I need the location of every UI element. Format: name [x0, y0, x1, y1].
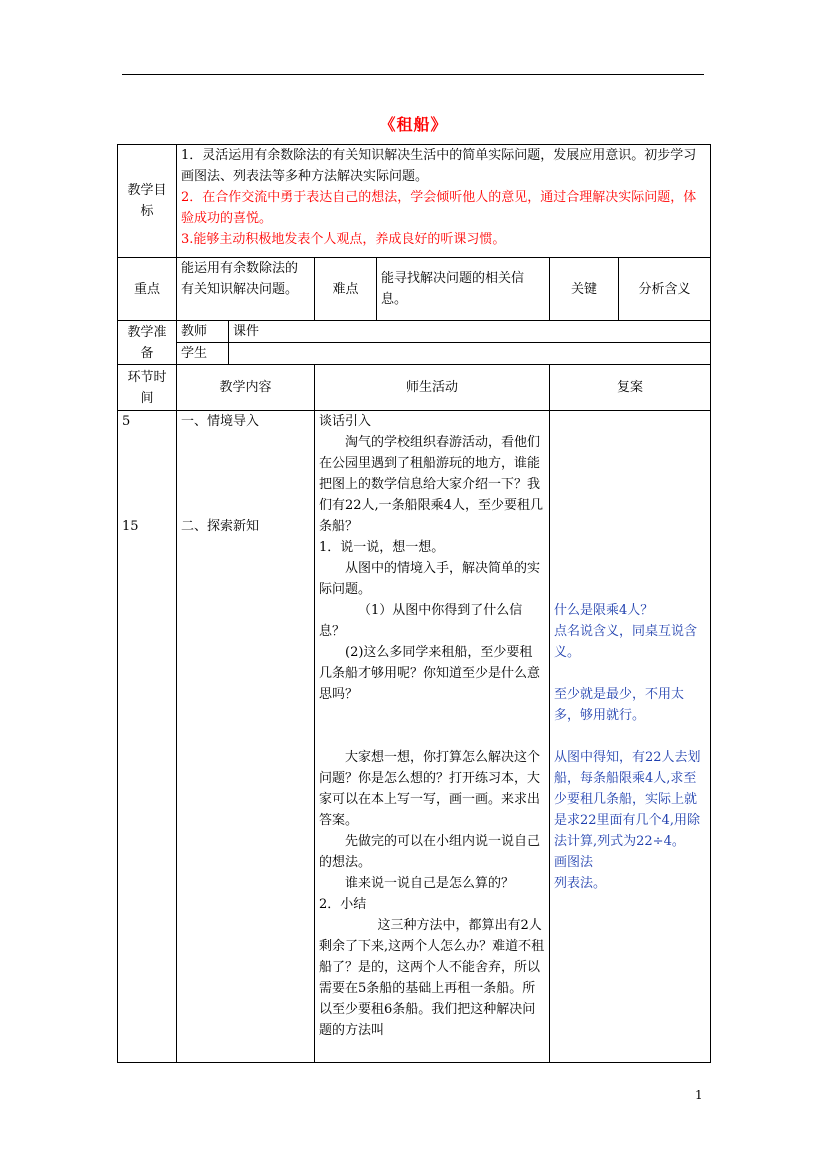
prep-student-label: 学生: [177, 343, 229, 365]
activity-cell: [315, 411, 550, 1063]
activity-line: 大家想一想，你打算怎么解决这个问题？你是怎么想的？打开练习本，大家可以在本上写一写，画一画。来求出答案。: [319, 750, 541, 828]
time-cell: [118, 411, 177, 1063]
lesson-plan-table: [117, 144, 711, 1063]
content-intro: 一、情境导入: [181, 414, 260, 429]
col-activity-header: 师生活动: [315, 365, 550, 411]
activity-line: （1）从图中你得到了什么信息？: [319, 603, 523, 639]
note-line: 画图法: [554, 855, 594, 870]
activity-line: 淘气的学校组织春游活动，看他们在公园里遇到了租船游玩的地方，谁能把图上的数学信息给大家介绍一下？我们有22人,一条船限乘4人，至少要租几条船？: [319, 435, 543, 534]
key-points-row: [118, 258, 711, 321]
prep-student-value: [229, 343, 711, 365]
key-label: 关键: [550, 258, 619, 321]
activity-line: 从图中的情境入手，解决简单的实际问题。: [319, 561, 541, 597]
objective-1: 1．灵活运用有余数除法的有关知识解决生活中的简单实际问题，发展应用意识。初步学习画图法、列表法等多种方法解决实际问题。: [181, 148, 697, 184]
activity-line: 1．说一说，想一想。: [319, 540, 445, 555]
content-cell: [177, 411, 315, 1063]
header-rule: [122, 74, 704, 75]
prep-label: 教学准备: [118, 321, 177, 365]
focus-text: 能运用有余数除法的有关知识解决问题。: [177, 258, 315, 321]
page-title: 《租船》: [379, 115, 448, 134]
prep-row-student: [118, 343, 711, 365]
activity-line: (2)这么多同学来租船，至少要租几条船才够用呢？你知道至少是什么意思吗？: [319, 645, 541, 702]
note-line: 从图中得知，有22人去划船，每条船限乘4人,求至少要租几条船，实际上就是求22里面有几个4,用除法计算,列式为22÷4。: [554, 750, 701, 849]
prep-teacher-label: 教师: [177, 321, 229, 343]
col-notes-header: 复案: [550, 365, 711, 411]
objectives-content: [177, 145, 711, 258]
prep-row-teacher: [118, 321, 711, 343]
page-number: 1: [695, 1088, 703, 1102]
note-line: 列表法。: [554, 876, 607, 891]
prep-teacher-value: 课件: [229, 321, 711, 343]
activity-line: 这三种方法中，都算出有2人剩余了下来,这两个人怎么办？难道不租船了？是的，这两个人不能舍弃，所以需要在5条船的基础上再租一条船。所以至少要租6条船。我们把这种解决问题的方法叫: [319, 918, 545, 1038]
time-intro: 5: [122, 414, 131, 429]
activity-line: 先做完的可以在小组内说一说自己的想法。: [319, 834, 541, 870]
difficulty-label: 难点: [315, 258, 377, 321]
objectives-row: [118, 145, 711, 258]
lesson-body-row: [118, 411, 711, 1063]
objective-2: 2．在合作交流中勇于表达自己的想法，学会倾听他人的意见，通过合理解决实际问题，体验成功的喜悦。: [181, 190, 697, 226]
key-text: 分析含义: [619, 258, 711, 321]
content-explore: 二、探索新知: [181, 519, 260, 534]
activity-line: 谁来说一说自己是怎么算的？: [345, 876, 515, 891]
activity-line: 2．小结: [319, 897, 367, 912]
objectives-label: 教学目标: [118, 145, 177, 258]
note-line: 至少就是最少，不用太多，够用就行。: [554, 687, 685, 723]
column-header-row: [118, 365, 711, 411]
difficulty-text: 能寻找解决问题的相关信息。: [377, 258, 550, 321]
objective-3: 3.能够主动积极地发表个人观点，养成良好的听课习惯。: [181, 232, 506, 247]
notes-cell: [550, 411, 711, 1063]
time-explore: 15: [122, 519, 139, 534]
note-line: 点名说含义，同桌互说含义。: [554, 624, 698, 660]
note-line: 什么是限乘4人？: [554, 603, 654, 618]
col-time-header: 环节时间: [118, 365, 177, 411]
focus-label: 重点: [118, 258, 177, 321]
activity-line: 谈话引入: [319, 414, 372, 429]
col-content-header: 教学内容: [177, 365, 315, 411]
